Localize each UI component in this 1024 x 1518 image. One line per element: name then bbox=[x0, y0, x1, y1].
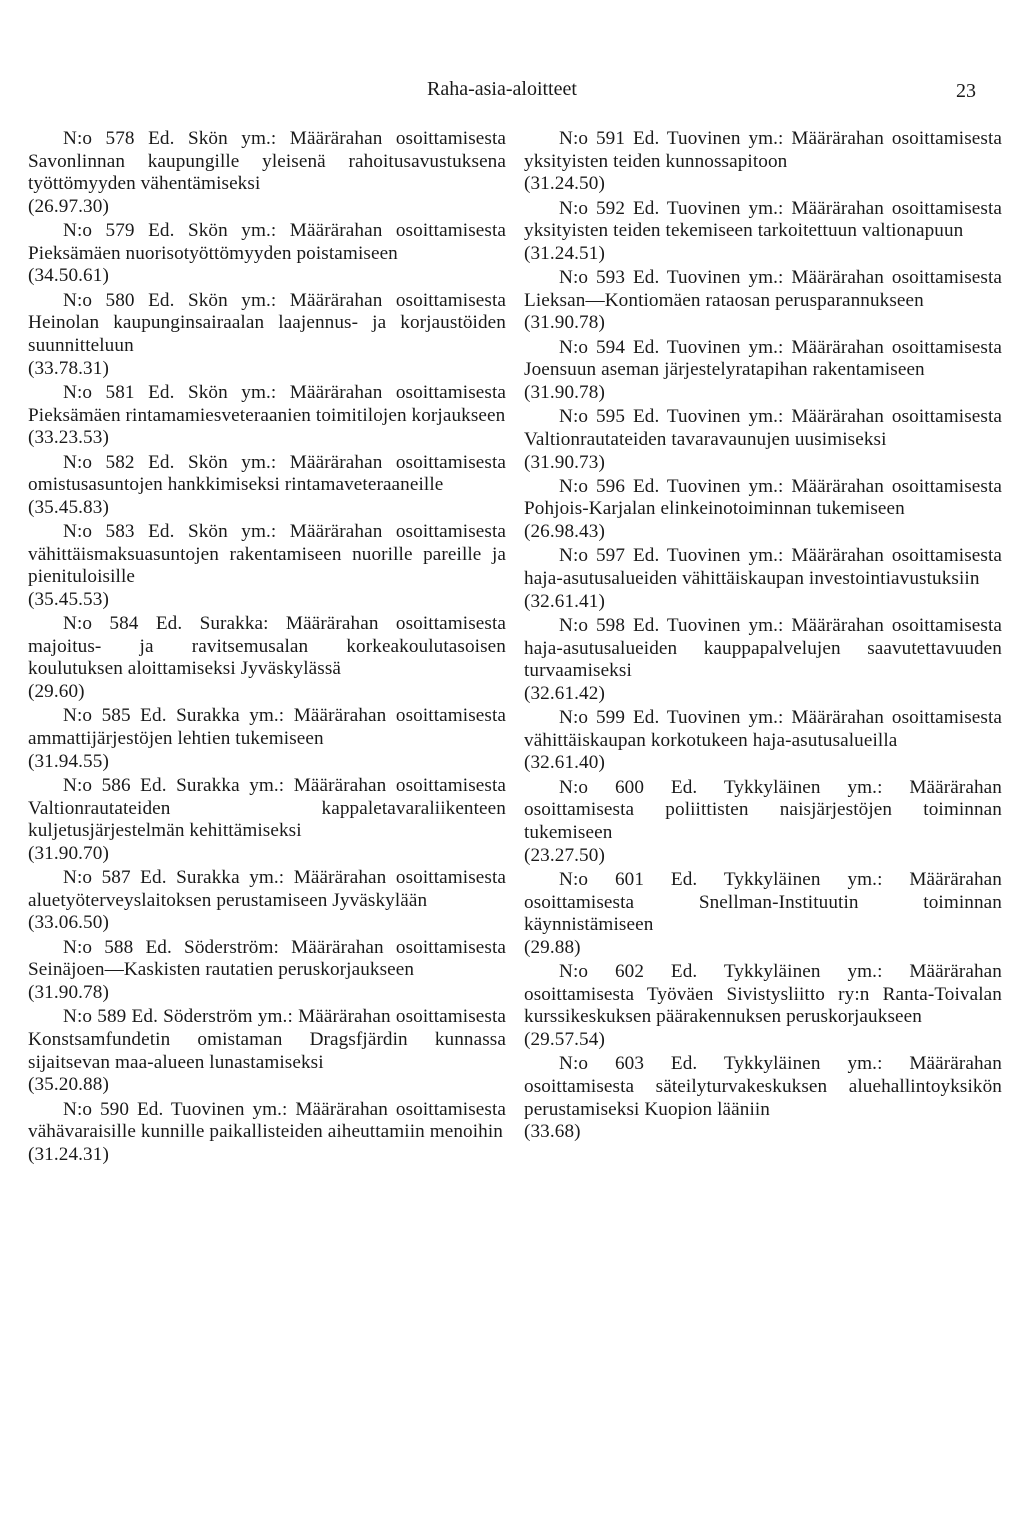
initiative-text: N:o 596 Ed. Tuovinen ym.: Määrärahan osoittamisesta Pohjois-Karjalan elinkeinotoiminnan tukemiseen bbox=[524, 475, 1002, 520]
budget-item-code: (33.78.31) bbox=[28, 357, 109, 379]
budget-item-code: (34.50.61) bbox=[28, 265, 109, 287]
initiative-text: N:o 602 Ed. Tykkyläinen ym.: Määrärahan osoittamisesta Työväen Sivistysliitto ry:n Ranta-Toivalan kurssikeskuksen päärakennuksen peruskorjaukseen bbox=[524, 961, 1002, 1028]
initiative-text: N:o 587 Ed. Surakka ym.: Määrärahan osoittamisesta aluetyöterveyslaitoksen perustamiseen Jyväskylään bbox=[28, 867, 506, 911]
budget-item-code: (29.57.54) bbox=[524, 1028, 605, 1050]
initiative-entry bbox=[28, 452, 506, 520]
initiative-text: N:o 580 Ed. Skön ym.: Määrärahan osoittamisesta Heinolan kaupunginsairaalan laajennus- ja korjaustöiden suunnitteluun bbox=[28, 289, 506, 356]
budget-item-code: (31.90.73) bbox=[524, 451, 605, 473]
initiative-text: N:o 594 Ed. Tuovinen ym.: Määrärahan osoittamisesta Joensuun aseman järjestelyratapihan rakentamiseen bbox=[524, 336, 1002, 381]
initiative-text: N:o 589 Ed. Söderström ym.: Määrärahan osoittamisesta Konstsamfundetin omistaman Dragsfjärdin kunnassa sijaitsevan maa-alueen lunastamiseksi bbox=[28, 1006, 506, 1073]
initiative-entry bbox=[524, 337, 1002, 405]
initiative-entry bbox=[28, 613, 506, 703]
initiative-text: N:o 600 Ed. Tykkyläinen ym.: Määrärahan osoittamisesta poliittisten naisjärjestöjen toiminnan tukemiseen bbox=[524, 776, 1002, 843]
initiative-entry bbox=[28, 705, 506, 773]
budget-item-code: (31.24.51) bbox=[524, 242, 605, 264]
budget-item-code: (31.90.78) bbox=[28, 981, 109, 1003]
initiative-text: N:o 593 Ed. Tuovinen ym.: Määrärahan osoittamisesta Lieksan—Kontiomäen rataosan perusparannukseen bbox=[524, 267, 1002, 311]
initiative-text: N:o 582 Ed. Skön ym.: Määrärahan osoittamisesta omistusasuntojen hankkimiseksi rintamaveteraaneille bbox=[28, 451, 506, 496]
budget-item-code: (31.90.78) bbox=[524, 381, 605, 403]
initiative-text: N:o 588 Ed. Söderström: Määrärahan osoittamisesta Seinäjoen—Kaskisten rautatien peruskorjaukseen bbox=[28, 936, 506, 981]
right-column bbox=[524, 128, 1002, 1145]
initiative-entry bbox=[524, 707, 1002, 775]
initiative-entry bbox=[524, 406, 1002, 474]
initiative-entry bbox=[524, 615, 1002, 705]
budget-item-code: (33.06.50) bbox=[28, 912, 109, 934]
initiative-text: N:o 595 Ed. Tuovinen ym.: Määrärahan osoittamisesta Valtionrautateiden tavaravaunujen uusimiseksi bbox=[524, 406, 1002, 450]
page-number: 23 bbox=[956, 80, 976, 102]
initiative-text: N:o 581 Ed. Skön ym.: Määrärahan osoittamisesta Pieksämäen rintamamiesveteraanien toimitilojen korjaukseen bbox=[28, 381, 506, 426]
budget-item-code: (31.90.70) bbox=[28, 842, 109, 864]
budget-item-code: (32.61.42) bbox=[524, 682, 605, 704]
initiative-text: N:o 592 Ed. Tuovinen ym.: Määrärahan osoittamisesta yksityisten teiden tekemiseen tarkoitettuun valtionapuun bbox=[524, 197, 1002, 242]
budget-item-code: (33.68) bbox=[524, 1121, 581, 1143]
initiative-entry bbox=[524, 869, 1002, 959]
budget-item-code: (26.98.43) bbox=[524, 521, 605, 543]
initiative-entry bbox=[28, 290, 506, 380]
initiative-entry bbox=[28, 382, 506, 450]
initiative-entry bbox=[524, 777, 1002, 867]
budget-item-code: (32.61.41) bbox=[524, 590, 605, 612]
initiative-entry bbox=[28, 128, 506, 218]
initiative-text: N:o 586 Ed. Surakka ym.: Määrärahan osoittamisesta Valtionrautateiden kappaletavaraliikenteen kuljetusjärjestelmän kehittämiseksi bbox=[28, 775, 506, 842]
budget-item-code: (32.61.40) bbox=[524, 752, 605, 774]
initiative-text: N:o 599 Ed. Tuovinen ym.: Määrärahan osoittamisesta vähittäiskaupan korkotukeen haja-asutusalueilla bbox=[524, 707, 1002, 751]
initiative-entry bbox=[28, 521, 506, 611]
initiative-entry bbox=[524, 545, 1002, 613]
budget-item-code: (35.20.88) bbox=[28, 1074, 109, 1096]
initiative-text: N:o 579 Ed. Skön ym.: Määrärahan osoittamisesta Pieksämäen nuorisotyöttömyyden poistamiseen bbox=[28, 220, 506, 264]
initiative-entry bbox=[524, 267, 1002, 335]
initiative-entry bbox=[28, 775, 506, 865]
initiative-text: N:o 598 Ed. Tuovinen ym.: Määrärahan osoittamisesta haja-asutusalueiden kauppapalvelujen saavutettavuuden turvaamiseksi bbox=[524, 615, 1002, 682]
initiative-entry bbox=[524, 961, 1002, 1051]
budget-item-code: (35.45.53) bbox=[28, 588, 109, 610]
initiative-text: N:o 597 Ed. Tuovinen ym.: Määrärahan osoittamisesta haja-asutusalueiden vähittäiskaupan investointiavustuksiin bbox=[524, 545, 1002, 590]
initiative-entry bbox=[28, 867, 506, 935]
initiative-text: N:o 601 Ed. Tykkyläinen ym.: Määrärahan osoittamisesta Snellman-Instituutin toiminnan käynnistämiseen bbox=[524, 868, 1002, 936]
initiative-text: N:o 584 Ed. Surakka: Määrärahan osoittamisesta majoitus- ja ravitsemusalan korkeakoulutasoisen koulutuksen aloittamiseksi Jyväskylässä bbox=[28, 613, 506, 680]
budget-item-code: (29.88) bbox=[524, 936, 581, 958]
initiative-entry bbox=[28, 1099, 506, 1167]
initiative-text: N:o 583 Ed. Skön ym.: Määrärahan osoittamisesta vähittäismaksuasuntojen rakentamiseen nuorille pareille ja pienituloisille bbox=[28, 521, 506, 588]
initiative-entry bbox=[524, 198, 1002, 266]
initiative-text: N:o 578 Ed. Skön ym.: Määrärahan osoittamisesta Savonlinnan kaupungille yleisenä rahoitusavustuksena työttömyyden vähentämiseksi bbox=[28, 128, 506, 195]
budget-item-code: (31.24.50) bbox=[524, 173, 605, 195]
initiative-text: N:o 591 Ed. Tuovinen ym.: Määrärahan osoittamisesta yksityisten teiden kunnossapitoon bbox=[524, 128, 1002, 172]
left-column bbox=[28, 128, 506, 1168]
initiative-text: N:o 585 Ed. Surakka ym.: Määrärahan osoittamisesta ammattijärjestöjen lehtien tukemiseen bbox=[28, 705, 506, 750]
budget-item-code: (31.24.31) bbox=[28, 1143, 109, 1165]
initiative-entry bbox=[524, 1053, 1002, 1143]
budget-item-code: (31.90.78) bbox=[524, 312, 605, 334]
initiative-entry bbox=[28, 1006, 506, 1096]
initiative-text: N:o 603 Ed. Tykkyläinen ym.: Määrärahan osoittamisesta säteilyturvakeskuksen aluehallintoyksikön perustamiseksi Kuopion lääniin bbox=[524, 1053, 1002, 1120]
budget-item-code: (23.27.50) bbox=[524, 844, 605, 866]
budget-item-code: (31.94.55) bbox=[28, 750, 109, 772]
budget-item-code: (33.23.53) bbox=[28, 427, 109, 449]
budget-item-code: (26.97.30) bbox=[28, 195, 109, 217]
initiative-entry bbox=[28, 220, 506, 288]
budget-item-code: (29.60) bbox=[28, 681, 85, 703]
running-title: Raha-asia-aloitteet bbox=[427, 78, 577, 100]
initiative-entry bbox=[524, 128, 1002, 196]
initiative-entry bbox=[28, 937, 506, 1005]
initiative-entry bbox=[524, 476, 1002, 544]
budget-item-code: (35.45.83) bbox=[28, 496, 109, 518]
initiative-text: N:o 590 Ed. Tuovinen ym.: Määrärahan osoittamisesta vähävaraisille kunnille paikallisteiden aiheuttamiin menoihin bbox=[28, 1098, 506, 1143]
